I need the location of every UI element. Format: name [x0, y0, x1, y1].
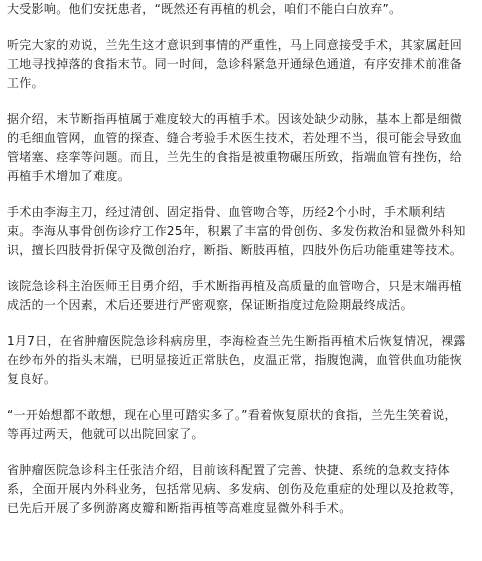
paragraph-line: 省肿瘤医院急诊科主任张洁介绍，目前该科配置了完善、快捷、系统的急救支持体	[7, 463, 450, 477]
paragraph-line: 已先后开展了多例游离皮瓣和断指再植等高难度显微外科手术。	[7, 501, 352, 515]
paragraph-line: 系，全面开展内外科业务，包括常见病、多发病、创伤及危重症的处理以及抢救等，	[7, 482, 463, 496]
article-paragraph	[7, 36, 475, 93]
paragraph-line: 再植手术增加了难度。	[7, 169, 131, 183]
article-body	[7, 0, 475, 518]
paragraph-line: 工作。	[7, 76, 44, 90]
paragraph-line: 识，擅长四肢骨折保守及微创治疗，断指、断肢再植，四肢外伤后功能重建等技术。	[7, 243, 463, 257]
paragraph-line: 据介绍，末节断指再植属于难度较大的再植手术。因该处缺少动脉，基本上都是细微	[7, 112, 463, 126]
paragraph-line: 大受影响。他们安抚患者，“既然还有再植的机会，咱们不能白白放弃”。	[7, 2, 402, 16]
paragraph-line: 成活的一个因素，术后还要进行严密观察，保证断指度过危险期最终成活。	[7, 298, 413, 312]
article-paragraph	[7, 461, 475, 518]
article-paragraph	[7, 277, 475, 315]
paragraph-line: 管堵塞、痉挛等问题。而且，兰先生的食指是被重物碾压所致，指端血管有挫伤，给	[7, 150, 463, 164]
article-paragraph	[7, 110, 475, 186]
paragraph-line: 1月7日，在省肿瘤医院急诊科病房里，李海检查兰先生断指再植术后恢复情况，裸露	[7, 334, 466, 348]
article-paragraph	[7, 203, 475, 260]
paragraph-line: 工地寻找掉落的食指末节。同一时间，急诊科紧急开通绿色通道，有序安排术前准备	[7, 57, 463, 71]
paragraph-line: “一开始想都不敢想，现在心里可踏实多了。”看着恢复原状的食指，兰先生笑着说，	[7, 408, 457, 422]
article-paragraph	[7, 332, 475, 389]
paragraph-line: 手术由李海主刀，经过清创、固定指骨、血管吻合等，历经2个小时，手术顺利结	[7, 205, 446, 219]
paragraph-line: 复良好。	[7, 372, 57, 386]
paragraph-line: 束。李海从事骨创伤诊疗工作25年，积累了丰富的骨创伤、多发伤救治和显微外科知	[7, 224, 466, 238]
paragraph-line: 等再过两天，他就可以出院回家了。	[7, 427, 204, 441]
paragraph-line: 在纱布外的指头末端，已明显接近正常肤色，皮温正常，指腹饱满，血管供血功能恢	[7, 353, 463, 367]
paragraph-line: 的毛细血管网，血管的探查、缝合考验手术医生技术，若处理不当，很可能会导致血	[7, 131, 463, 145]
article-paragraph	[7, 406, 475, 444]
article-paragraph	[7, 0, 475, 19]
paragraph-line: 听完大家的劝说，兰先生这才意识到事情的严重性，马上同意接受手术，其家属赶回	[7, 38, 463, 52]
paragraph-line: 该院急诊科主治医师王目勇介绍，手术断指再植及高质量的血管吻合，只是末端再植	[7, 279, 463, 293]
